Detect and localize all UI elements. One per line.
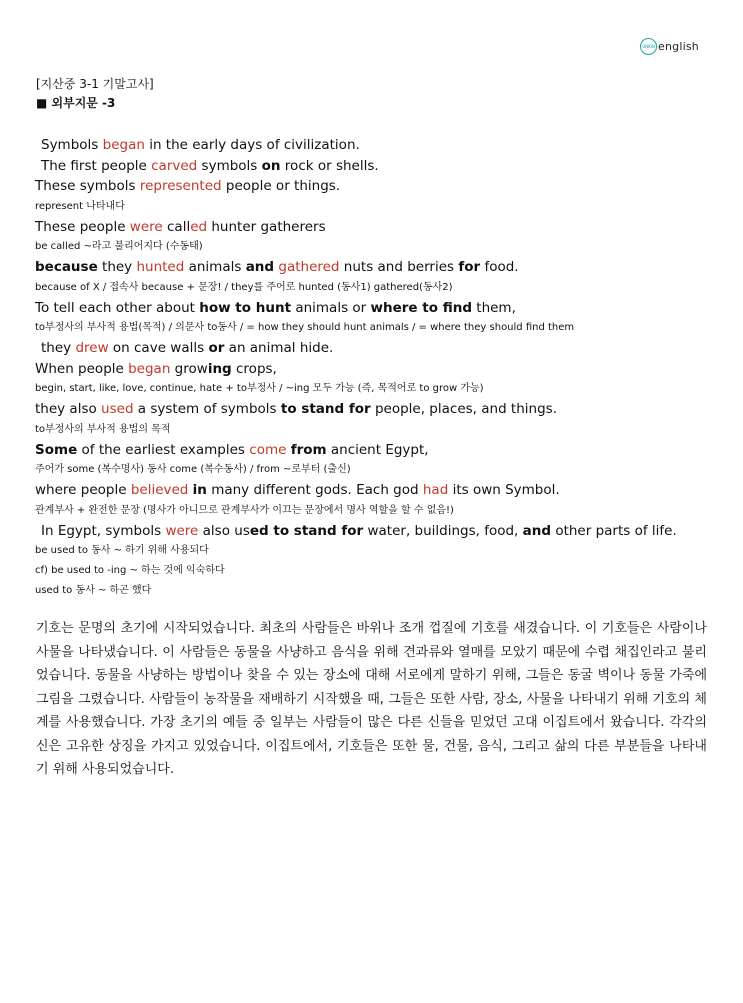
logo-badge-icon: UNION (640, 38, 657, 55)
highlighted-verb: began (128, 360, 171, 377)
english-sentence-line (35, 298, 715, 319)
text-segment: cf) be used to -ing ~ 하는 것에 익숙하다 (35, 565, 225, 576)
text-segment: people, places, and things. (370, 401, 557, 417)
text-segment: symbols (197, 157, 262, 174)
text-segment: because of X / 접속사 because + 문장! / they를 주어로 hunted (동사1) gathered(동사2) (35, 281, 453, 293)
bold-keyword: and (245, 259, 275, 275)
text-segment: The first people (41, 157, 152, 174)
text-segment: they (97, 259, 137, 275)
highlighted-verb: believed (130, 482, 189, 498)
text-segment: on cave walls (108, 340, 209, 356)
bold-keyword: because (35, 259, 98, 275)
text-segment: be used to 동사 ~ 하기 위해 사용되다 (35, 545, 209, 556)
highlighted-verb: were (165, 522, 199, 539)
grammar-note-line (35, 460, 715, 480)
text-segment: they (41, 340, 76, 356)
highlighted-verb: gathered (278, 259, 340, 275)
english-sentence-line (35, 176, 715, 197)
highlighted-verb: represented (139, 178, 222, 194)
text-segment: Symbols (41, 137, 103, 153)
english-sentence-line (35, 156, 715, 177)
grammar-note-line (35, 581, 715, 601)
text-segment: where people (35, 482, 131, 498)
grammar-note-line (35, 237, 715, 257)
highlighted-verb: began (102, 137, 145, 153)
text-segment: These symbols (35, 178, 140, 194)
highlighted-verb: were (129, 218, 163, 235)
text-segment: represent 나타내다 (35, 200, 125, 212)
text-segment: ancient Egypt, (326, 441, 429, 458)
text-segment: many different gods. Each god (206, 482, 423, 498)
english-sentence-line (35, 338, 715, 359)
bold-keyword: how to hunt (199, 299, 292, 316)
text-segment: rock or shells. (280, 157, 379, 174)
english-sentence-line (35, 135, 715, 156)
text-segment: hunter gatherers (207, 218, 326, 235)
text-segment: 주어가 some (복수명사) 동사 come (복수동사) / from ~로부터 (출신) (35, 464, 351, 475)
grammar-note-line (35, 561, 715, 581)
exam-source: [지산중 3-1 기말고사] (36, 77, 154, 91)
text-segment: they also (35, 401, 102, 417)
text-segment: be called ~라고 불리어지다 (수동태) (35, 241, 203, 252)
grammar-note-line (35, 420, 715, 440)
bold-keyword: to stand for (280, 401, 371, 417)
grammar-note-line (35, 318, 715, 338)
bold-keyword: for (458, 259, 481, 275)
korean-translation: 기호는 문명의 초기에 시작되었습니다. 최초의 사람들은 바위나 조개 껍질에 기호를 새겼습니다. 이 기호들은 사람이나 사물을 나타냈습니다. 이 사람들은 동물을 사냥하고 음식을 위해 견과류와 열매를 모았기 때문에 수렵 채집인라고 불리었습니다. 동물을 사냥하는 방법이나 찾을 수 있는 장소에 대해 서로에게 말하기 위해, 그들은 동굴 벽이나 동물 가죽에 그림을 그렸습니다. 사람들이 농작물을 재배하기 시작했을 때, 그들은 또한 사람, 장소, 사물을 나타내기 위해 기호의 체계를 사용했습니다. 가장 초기의 예들 중 일부는 사람들이 많은 다른 신들을 믿었던 고대 이집트에서 왔습니다. 각각의 신은 고유한 상징을 가지고 있었습니다. 이집트에서, 기호들은 또한 물, 건물, 음식, 그리고 삶의 다른 부분들을 나타내기 위해 사용되었습니다. (36, 621, 707, 777)
english-sentence-line (35, 480, 715, 501)
bold-keyword: and (522, 522, 552, 539)
bold-keyword: on (261, 157, 281, 174)
text-segment: other parts of life. (551, 522, 677, 539)
text-segment: food. (480, 259, 519, 275)
highlighted-verb: come (249, 441, 287, 458)
text-segment: When people (35, 360, 129, 377)
grammar-note-line (35, 278, 715, 298)
bold-keyword: or (208, 340, 225, 356)
bold-keyword: ing (207, 360, 232, 377)
brand-logo (640, 38, 699, 55)
text-segment: to부정사의 부사적 용법(목적) / 의문사 to동사 / = how they should hunt animals / = where they should find them (35, 322, 575, 333)
highlighted-verb: carved (151, 157, 198, 174)
text-segment: nuts and berries (339, 259, 459, 275)
english-sentence-line (35, 521, 715, 542)
grammar-note-line (35, 501, 715, 521)
text-segment: animals (184, 259, 246, 275)
text-segment: them, (471, 299, 516, 316)
highlighted-verb: drew (75, 340, 109, 356)
text-segment: crops, (231, 360, 277, 377)
english-sentence-line (35, 399, 715, 420)
english-sentence-line (35, 440, 715, 461)
text-segment: a system of symbols (133, 401, 281, 417)
highlighted-verb: used (101, 401, 134, 417)
text-segment: These people (35, 218, 130, 235)
bold-keyword: from (290, 441, 327, 458)
text-segment: water, buildings, food, (363, 522, 523, 539)
bold-keyword: where to find (370, 299, 472, 316)
document-header (36, 75, 154, 113)
text-segment: to부정사의 부사적 용법의 목적 (35, 423, 171, 435)
text-segment: of the earliest examples (77, 441, 250, 458)
text-segment: its own Symbol. (448, 482, 560, 498)
text-segment: To tell each other about (35, 299, 200, 316)
english-sentence-line (35, 217, 715, 238)
logo-text: english (658, 40, 699, 53)
text-segment: 관계부사 + 완전한 문장 (명사가 아니므로 관계부사가 이끄는 문장에서 명사 역할을 할 수 없음!) (35, 504, 454, 516)
english-sentence-line (35, 359, 715, 380)
text-segment: In Egypt, symbols (41, 522, 166, 539)
bold-keyword: in (192, 482, 207, 498)
bold-keyword: Some (35, 441, 78, 458)
grammar-note-line (35, 379, 715, 399)
highlighted-verb: hunted (136, 259, 185, 275)
grammar-note-line (35, 541, 715, 561)
text-segment: used to 동사 ~ 하곤 했다 (35, 585, 152, 596)
text-segment: people or things. (221, 178, 341, 194)
text-segment: in the early days of civilization. (144, 137, 360, 153)
english-sentence-line (35, 257, 715, 278)
text-segment: begin, start, like, love, continue, hate + to부정사 / ~ing 모두 가능 (즉, 목적어로 to grow 가능) (35, 383, 484, 394)
text-segment: grow (170, 360, 208, 377)
annotated-passage (35, 135, 715, 601)
highlighted-verb: had (422, 482, 449, 498)
highlighted-verb: ed (190, 218, 208, 235)
text-segment: an animal hide. (224, 340, 334, 356)
text-segment: animals or (291, 299, 371, 316)
bold-keyword: ed to stand for (249, 522, 364, 539)
section-subtitle: ■ 외부지문 -3 (36, 96, 116, 110)
grammar-note-line (35, 197, 715, 217)
text-segment: also us (198, 522, 250, 539)
text-segment: call (162, 218, 191, 235)
